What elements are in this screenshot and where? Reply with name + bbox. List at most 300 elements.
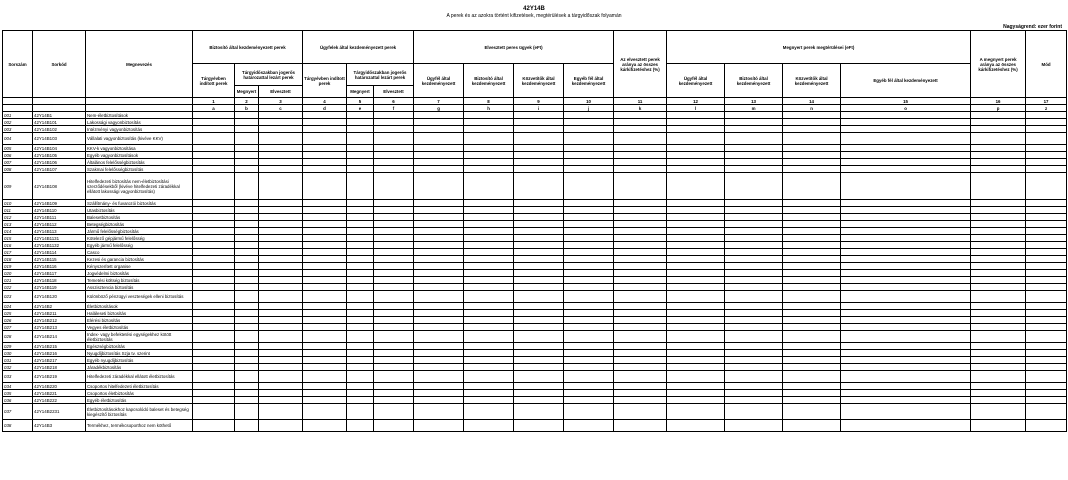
data-cell[interactable] xyxy=(193,126,235,133)
data-cell[interactable] xyxy=(564,397,614,404)
data-cell[interactable] xyxy=(303,228,347,235)
data-cell[interactable] xyxy=(303,364,347,371)
data-cell[interactable] xyxy=(464,390,514,397)
data-cell[interactable] xyxy=(667,317,725,324)
data-cell[interactable] xyxy=(564,249,614,256)
data-cell[interactable] xyxy=(193,112,235,119)
data-cell[interactable] xyxy=(347,119,374,126)
data-cell[interactable] xyxy=(259,152,303,159)
data-cell[interactable] xyxy=(464,133,514,145)
data-cell[interactable] xyxy=(259,207,303,214)
data-cell[interactable] xyxy=(414,397,464,404)
data-cell[interactable] xyxy=(374,357,414,364)
data-cell[interactable] xyxy=(193,221,235,228)
data-cell[interactable] xyxy=(235,270,259,277)
data-cell[interactable] xyxy=(667,291,725,303)
data-cell[interactable] xyxy=(614,420,667,432)
data-cell[interactable] xyxy=(614,397,667,404)
data-cell[interactable] xyxy=(1026,166,1067,173)
data-cell[interactable] xyxy=(667,310,725,317)
data-cell[interactable] xyxy=(667,364,725,371)
data-cell[interactable] xyxy=(614,364,667,371)
data-cell[interactable] xyxy=(1026,310,1067,317)
data-cell[interactable] xyxy=(414,263,464,270)
data-cell[interactable] xyxy=(564,343,614,350)
data-cell[interactable] xyxy=(971,221,1026,228)
data-cell[interactable] xyxy=(303,166,347,173)
data-cell[interactable] xyxy=(725,145,783,152)
data-cell[interactable] xyxy=(1026,303,1067,310)
data-cell[interactable] xyxy=(235,390,259,397)
data-cell[interactable] xyxy=(667,235,725,242)
data-cell[interactable] xyxy=(667,350,725,357)
data-cell[interactable] xyxy=(725,263,783,270)
data-cell[interactable] xyxy=(614,270,667,277)
data-cell[interactable] xyxy=(614,159,667,166)
data-cell[interactable] xyxy=(841,119,971,126)
data-cell[interactable] xyxy=(374,221,414,228)
data-cell[interactable] xyxy=(667,228,725,235)
data-cell[interactable] xyxy=(564,221,614,228)
data-cell[interactable] xyxy=(1026,133,1067,145)
data-cell[interactable] xyxy=(193,390,235,397)
data-cell[interactable] xyxy=(667,256,725,263)
data-cell[interactable] xyxy=(564,364,614,371)
data-cell[interactable] xyxy=(725,350,783,357)
data-cell[interactable] xyxy=(841,200,971,207)
data-cell[interactable] xyxy=(514,228,564,235)
data-cell[interactable] xyxy=(514,173,564,200)
data-cell[interactable] xyxy=(414,256,464,263)
data-cell[interactable] xyxy=(464,397,514,404)
data-cell[interactable] xyxy=(235,397,259,404)
data-cell[interactable] xyxy=(725,390,783,397)
data-cell[interactable] xyxy=(303,207,347,214)
data-cell[interactable] xyxy=(1026,357,1067,364)
data-cell[interactable] xyxy=(614,331,667,343)
data-cell[interactable] xyxy=(347,277,374,284)
data-cell[interactable] xyxy=(841,159,971,166)
data-cell[interactable] xyxy=(614,166,667,173)
data-cell[interactable] xyxy=(667,242,725,249)
data-cell[interactable] xyxy=(564,420,614,432)
data-cell[interactable] xyxy=(193,310,235,317)
data-cell[interactable] xyxy=(464,284,514,291)
data-cell[interactable] xyxy=(783,357,841,364)
data-cell[interactable] xyxy=(235,357,259,364)
data-cell[interactable] xyxy=(614,324,667,331)
data-cell[interactable] xyxy=(841,324,971,331)
data-cell[interactable] xyxy=(414,277,464,284)
data-cell[interactable] xyxy=(667,207,725,214)
data-cell[interactable] xyxy=(514,119,564,126)
data-cell[interactable] xyxy=(235,214,259,221)
data-cell[interactable] xyxy=(414,119,464,126)
data-cell[interactable] xyxy=(259,343,303,350)
data-cell[interactable] xyxy=(841,214,971,221)
data-cell[interactable] xyxy=(374,364,414,371)
data-cell[interactable] xyxy=(614,145,667,152)
data-cell[interactable] xyxy=(783,284,841,291)
data-cell[interactable] xyxy=(464,324,514,331)
data-cell[interactable] xyxy=(971,256,1026,263)
data-cell[interactable] xyxy=(414,303,464,310)
data-cell[interactable] xyxy=(971,207,1026,214)
data-cell[interactable] xyxy=(374,303,414,310)
data-cell[interactable] xyxy=(783,207,841,214)
data-cell[interactable] xyxy=(414,270,464,277)
data-cell[interactable] xyxy=(841,152,971,159)
data-cell[interactable] xyxy=(347,221,374,228)
data-cell[interactable] xyxy=(347,133,374,145)
data-cell[interactable] xyxy=(971,310,1026,317)
data-cell[interactable] xyxy=(193,324,235,331)
data-cell[interactable] xyxy=(374,126,414,133)
data-cell[interactable] xyxy=(614,119,667,126)
data-cell[interactable] xyxy=(1026,145,1067,152)
data-cell[interactable] xyxy=(614,284,667,291)
data-cell[interactable] xyxy=(347,284,374,291)
data-cell[interactable] xyxy=(564,119,614,126)
data-cell[interactable] xyxy=(193,166,235,173)
data-cell[interactable] xyxy=(667,145,725,152)
data-cell[interactable] xyxy=(347,383,374,390)
data-cell[interactable] xyxy=(564,133,614,145)
data-cell[interactable] xyxy=(783,310,841,317)
data-cell[interactable] xyxy=(514,383,564,390)
data-cell[interactable] xyxy=(193,133,235,145)
data-cell[interactable] xyxy=(614,291,667,303)
data-cell[interactable] xyxy=(514,145,564,152)
data-cell[interactable] xyxy=(259,214,303,221)
data-cell[interactable] xyxy=(841,397,971,404)
data-cell[interactable] xyxy=(374,133,414,145)
data-cell[interactable] xyxy=(259,277,303,284)
data-cell[interactable] xyxy=(303,303,347,310)
data-cell[interactable] xyxy=(514,364,564,371)
data-cell[interactable] xyxy=(564,317,614,324)
data-cell[interactable] xyxy=(564,263,614,270)
data-cell[interactable] xyxy=(667,324,725,331)
data-cell[interactable] xyxy=(667,159,725,166)
data-cell[interactable] xyxy=(564,242,614,249)
data-cell[interactable] xyxy=(564,284,614,291)
data-cell[interactable] xyxy=(259,383,303,390)
data-cell[interactable] xyxy=(564,324,614,331)
data-cell[interactable] xyxy=(667,397,725,404)
data-cell[interactable] xyxy=(783,112,841,119)
data-cell[interactable] xyxy=(1026,228,1067,235)
data-cell[interactable] xyxy=(235,310,259,317)
data-cell[interactable] xyxy=(303,383,347,390)
data-cell[interactable] xyxy=(783,228,841,235)
data-cell[interactable] xyxy=(374,390,414,397)
data-cell[interactable] xyxy=(193,200,235,207)
data-cell[interactable] xyxy=(374,263,414,270)
data-cell[interactable] xyxy=(971,303,1026,310)
data-cell[interactable] xyxy=(667,270,725,277)
data-cell[interactable] xyxy=(235,263,259,270)
data-cell[interactable] xyxy=(1026,263,1067,270)
data-cell[interactable] xyxy=(725,317,783,324)
data-cell[interactable] xyxy=(783,249,841,256)
data-cell[interactable] xyxy=(414,390,464,397)
data-cell[interactable] xyxy=(193,317,235,324)
data-cell[interactable] xyxy=(235,324,259,331)
data-cell[interactable] xyxy=(303,235,347,242)
data-cell[interactable] xyxy=(464,159,514,166)
data-cell[interactable] xyxy=(303,310,347,317)
data-cell[interactable] xyxy=(564,390,614,397)
data-cell[interactable] xyxy=(259,420,303,432)
data-cell[interactable] xyxy=(347,126,374,133)
data-cell[interactable] xyxy=(725,303,783,310)
data-cell[interactable] xyxy=(667,126,725,133)
data-cell[interactable] xyxy=(1026,420,1067,432)
data-cell[interactable] xyxy=(235,228,259,235)
data-cell[interactable] xyxy=(259,256,303,263)
data-cell[interactable] xyxy=(347,228,374,235)
data-cell[interactable] xyxy=(841,350,971,357)
data-cell[interactable] xyxy=(667,284,725,291)
data-cell[interactable] xyxy=(725,383,783,390)
data-cell[interactable] xyxy=(259,133,303,145)
data-cell[interactable] xyxy=(841,371,971,383)
data-cell[interactable] xyxy=(303,343,347,350)
data-cell[interactable] xyxy=(564,145,614,152)
data-cell[interactable] xyxy=(667,277,725,284)
data-cell[interactable] xyxy=(374,249,414,256)
data-cell[interactable] xyxy=(235,235,259,242)
data-cell[interactable] xyxy=(514,249,564,256)
data-cell[interactable] xyxy=(414,324,464,331)
data-cell[interactable] xyxy=(841,133,971,145)
data-cell[interactable] xyxy=(374,404,414,420)
data-cell[interactable] xyxy=(725,173,783,200)
data-cell[interactable] xyxy=(725,207,783,214)
data-cell[interactable] xyxy=(841,303,971,310)
data-cell[interactable] xyxy=(374,350,414,357)
data-cell[interactable] xyxy=(971,166,1026,173)
data-cell[interactable] xyxy=(783,331,841,343)
data-cell[interactable] xyxy=(1026,390,1067,397)
data-cell[interactable] xyxy=(259,291,303,303)
data-cell[interactable] xyxy=(725,324,783,331)
data-cell[interactable] xyxy=(374,383,414,390)
data-cell[interactable] xyxy=(971,390,1026,397)
data-cell[interactable] xyxy=(514,270,564,277)
data-cell[interactable] xyxy=(303,200,347,207)
data-cell[interactable] xyxy=(464,112,514,119)
data-cell[interactable] xyxy=(514,397,564,404)
data-cell[interactable] xyxy=(259,357,303,364)
data-cell[interactable] xyxy=(259,235,303,242)
data-cell[interactable] xyxy=(783,200,841,207)
data-cell[interactable] xyxy=(303,214,347,221)
data-cell[interactable] xyxy=(667,331,725,343)
data-cell[interactable] xyxy=(783,277,841,284)
data-cell[interactable] xyxy=(564,277,614,284)
data-cell[interactable] xyxy=(259,397,303,404)
data-cell[interactable] xyxy=(464,242,514,249)
data-cell[interactable] xyxy=(841,242,971,249)
data-cell[interactable] xyxy=(347,263,374,270)
data-cell[interactable] xyxy=(614,343,667,350)
data-cell[interactable] xyxy=(564,173,614,200)
data-cell[interactable] xyxy=(193,291,235,303)
data-cell[interactable] xyxy=(235,277,259,284)
data-cell[interactable] xyxy=(783,159,841,166)
data-cell[interactable] xyxy=(841,364,971,371)
data-cell[interactable] xyxy=(414,173,464,200)
data-cell[interactable] xyxy=(414,221,464,228)
data-cell[interactable] xyxy=(414,228,464,235)
data-cell[interactable] xyxy=(783,214,841,221)
data-cell[interactable] xyxy=(464,331,514,343)
data-cell[interactable] xyxy=(464,364,514,371)
data-cell[interactable] xyxy=(1026,126,1067,133)
data-cell[interactable] xyxy=(464,270,514,277)
data-cell[interactable] xyxy=(259,166,303,173)
data-cell[interactable] xyxy=(783,390,841,397)
data-cell[interactable] xyxy=(414,207,464,214)
data-cell[interactable] xyxy=(347,112,374,119)
data-cell[interactable] xyxy=(725,228,783,235)
data-cell[interactable] xyxy=(514,310,564,317)
data-cell[interactable] xyxy=(259,119,303,126)
data-cell[interactable] xyxy=(464,119,514,126)
data-cell[interactable] xyxy=(303,397,347,404)
data-cell[interactable] xyxy=(193,214,235,221)
data-cell[interactable] xyxy=(783,166,841,173)
data-cell[interactable] xyxy=(514,357,564,364)
data-cell[interactable] xyxy=(464,207,514,214)
data-cell[interactable] xyxy=(347,256,374,263)
data-cell[interactable] xyxy=(235,221,259,228)
data-cell[interactable] xyxy=(564,152,614,159)
data-cell[interactable] xyxy=(464,383,514,390)
data-cell[interactable] xyxy=(725,235,783,242)
data-cell[interactable] xyxy=(667,383,725,390)
data-cell[interactable] xyxy=(564,371,614,383)
data-cell[interactable] xyxy=(841,173,971,200)
data-cell[interactable] xyxy=(193,256,235,263)
data-cell[interactable] xyxy=(841,383,971,390)
data-cell[interactable] xyxy=(971,357,1026,364)
data-cell[interactable] xyxy=(347,166,374,173)
data-cell[interactable] xyxy=(414,350,464,357)
data-cell[interactable] xyxy=(303,357,347,364)
data-cell[interactable] xyxy=(783,404,841,420)
data-cell[interactable] xyxy=(193,119,235,126)
data-cell[interactable] xyxy=(193,145,235,152)
data-cell[interactable] xyxy=(235,383,259,390)
data-cell[interactable] xyxy=(725,343,783,350)
data-cell[interactable] xyxy=(667,200,725,207)
data-cell[interactable] xyxy=(1026,277,1067,284)
data-cell[interactable] xyxy=(1026,221,1067,228)
data-cell[interactable] xyxy=(564,270,614,277)
data-cell[interactable] xyxy=(193,159,235,166)
data-cell[interactable] xyxy=(514,112,564,119)
data-cell[interactable] xyxy=(414,214,464,221)
data-cell[interactable] xyxy=(193,270,235,277)
data-cell[interactable] xyxy=(614,371,667,383)
data-cell[interactable] xyxy=(971,112,1026,119)
data-cell[interactable] xyxy=(259,242,303,249)
data-cell[interactable] xyxy=(667,420,725,432)
data-cell[interactable] xyxy=(235,126,259,133)
data-cell[interactable] xyxy=(464,235,514,242)
data-cell[interactable] xyxy=(303,112,347,119)
data-cell[interactable] xyxy=(783,350,841,357)
data-cell[interactable] xyxy=(1026,331,1067,343)
data-cell[interactable] xyxy=(971,420,1026,432)
data-cell[interactable] xyxy=(303,256,347,263)
data-cell[interactable] xyxy=(414,159,464,166)
data-cell[interactable] xyxy=(374,317,414,324)
data-cell[interactable] xyxy=(614,221,667,228)
data-cell[interactable] xyxy=(374,159,414,166)
data-cell[interactable] xyxy=(374,152,414,159)
data-cell[interactable] xyxy=(667,173,725,200)
data-cell[interactable] xyxy=(841,404,971,420)
data-cell[interactable] xyxy=(235,159,259,166)
data-cell[interactable] xyxy=(193,404,235,420)
data-cell[interactable] xyxy=(783,119,841,126)
data-cell[interactable] xyxy=(235,371,259,383)
data-cell[interactable] xyxy=(725,357,783,364)
data-cell[interactable] xyxy=(464,303,514,310)
data-cell[interactable] xyxy=(303,420,347,432)
data-cell[interactable] xyxy=(564,207,614,214)
data-cell[interactable] xyxy=(614,263,667,270)
data-cell[interactable] xyxy=(414,133,464,145)
data-cell[interactable] xyxy=(303,270,347,277)
data-cell[interactable] xyxy=(564,350,614,357)
data-cell[interactable] xyxy=(1026,383,1067,390)
data-cell[interactable] xyxy=(564,200,614,207)
data-cell[interactable] xyxy=(514,350,564,357)
data-cell[interactable] xyxy=(193,207,235,214)
data-cell[interactable] xyxy=(971,291,1026,303)
data-cell[interactable] xyxy=(347,207,374,214)
data-cell[interactable] xyxy=(235,207,259,214)
data-cell[interactable] xyxy=(193,420,235,432)
data-cell[interactable] xyxy=(347,420,374,432)
data-cell[interactable] xyxy=(374,207,414,214)
data-cell[interactable] xyxy=(725,166,783,173)
data-cell[interactable] xyxy=(347,324,374,331)
data-cell[interactable] xyxy=(464,173,514,200)
data-cell[interactable] xyxy=(303,119,347,126)
data-cell[interactable] xyxy=(667,119,725,126)
data-cell[interactable] xyxy=(725,364,783,371)
data-cell[interactable] xyxy=(374,228,414,235)
data-cell[interactable] xyxy=(841,256,971,263)
data-cell[interactable] xyxy=(347,404,374,420)
data-cell[interactable] xyxy=(514,200,564,207)
data-cell[interactable] xyxy=(725,291,783,303)
data-cell[interactable] xyxy=(464,291,514,303)
data-cell[interactable] xyxy=(259,173,303,200)
data-cell[interactable] xyxy=(667,152,725,159)
data-cell[interactable] xyxy=(1026,256,1067,263)
data-cell[interactable] xyxy=(564,214,614,221)
data-cell[interactable] xyxy=(347,317,374,324)
data-cell[interactable] xyxy=(235,350,259,357)
data-cell[interactable] xyxy=(667,404,725,420)
